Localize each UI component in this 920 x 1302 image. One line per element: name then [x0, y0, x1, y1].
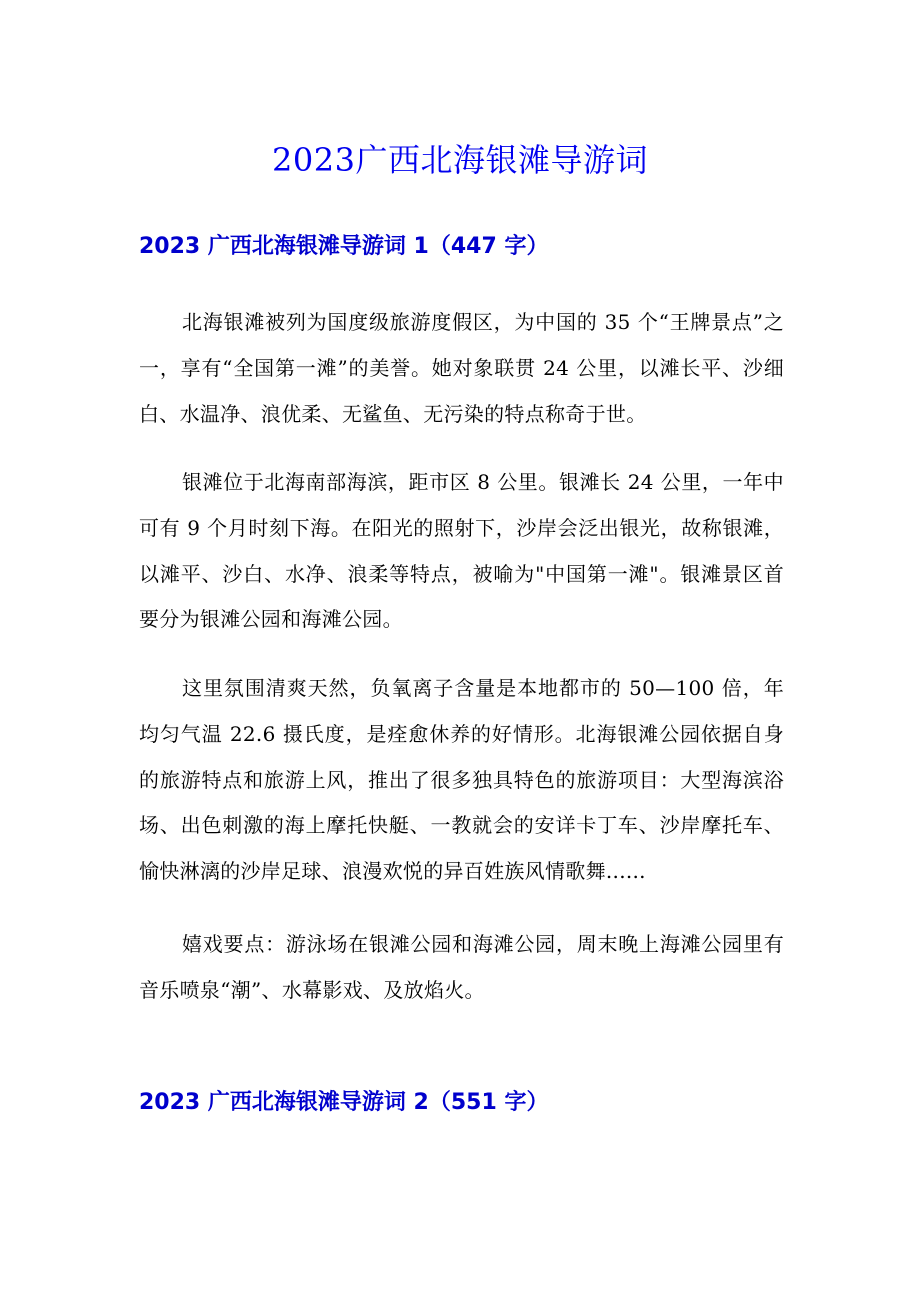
paragraph-2: 银滩位于北海南部海滨，距市区 8 公里。银滩长 24 公里，一年中可有 9 个月时刻下海。在阳光的照射下，沙岸会泛出银光，故称银滩，以滩平、沙白、水净、浪柔等特点，被喻为"中国第一滩"。银滩景区首要分为银滩公园和海滩公园。 — [139, 470, 784, 632]
paragraph-1: 北海银滩被列为国度级旅游度假区，为中国的 35 个“王牌景点”之一，享有“全国第一滩”的美誉。她对象联贯 24 公里，以滩长平、沙细白、水温净、浪优柔、无鲨鱼、无污染的特点称奇于世。 — [139, 310, 784, 426]
paragraph-3: 这里氛围清爽天然，负氧离子含量是本地都市的 50—100 倍，年均匀气温 22.6 摄氏度，是痊愈休养的好情形。北海银滩公园依据自身的旅游特点和旅游上风，推出了很多独具特色的旅游项目：大型海滨浴场、出色刺激的海上摩托快艇、一教就会的安详卡丁车、沙岸摩托车、愉快淋漓的沙岸足球、浪漫欢悦的异百姓族风情歌舞...... — [139, 676, 784, 884]
section-heading-1: 2023 广西北海银滩导游词 1（447 字） — [139, 234, 549, 259]
section-heading-2: 2023 广西北海银滩导游词 2（551 字） — [139, 1090, 549, 1115]
document-title: 2023广西北海银滩导游词 — [272, 141, 648, 179]
paragraph-4: 嬉戏要点：游泳场在银滩公园和海滩公园，周末晚上海滩公园里有音乐喷泉“潮”、水幕影戏、及放焰火。 — [139, 932, 784, 1002]
